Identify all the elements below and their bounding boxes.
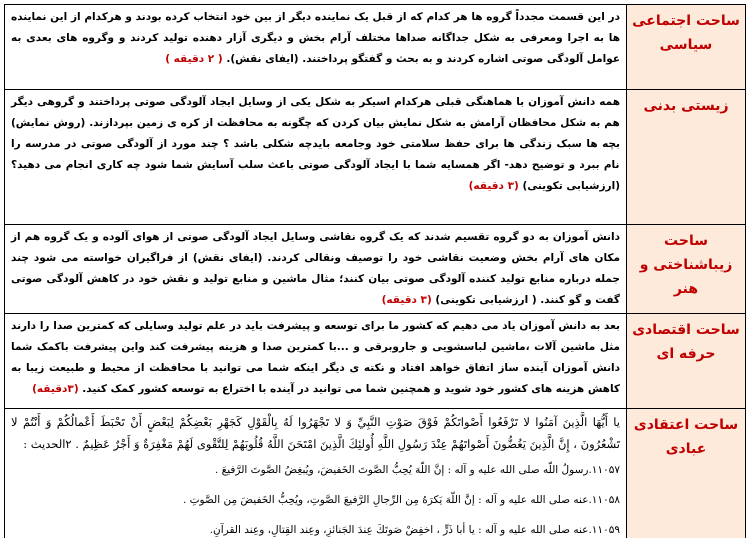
table-row — [5, 5, 746, 90]
row-heading: ساحت زیباشناختی و هنر — [639, 233, 733, 297]
row-heading-cell — [627, 225, 746, 314]
row-text: در این قسمت مجدداً گروه ها هر کدام که از قبل یک نماینده دیگر از بین خود انتخاب کرده بودند و هرکدام از این نماینده ها به اجرا ومعرفی به شکل جداگانه صداها مختلف آرام بخش و دیگری آزار دهنده تولید کردند و وگروه های بعدی به عوامل آلودگی صوتی اشاره کردند و به بحث و گفتگو پرداختند. — [11, 11, 620, 65]
table-row — [5, 314, 746, 409]
time-label: (۳ دقیقه) — [381, 294, 432, 306]
row-body-cell — [5, 409, 627, 538]
row-heading: ساحت اقتصادی حرفه ای — [632, 322, 740, 362]
activity-label: (روش نمایش) — [11, 117, 86, 129]
row-heading-cell — [627, 90, 746, 225]
hadith-item: ۱۱۰۵۸.عنه صلى الله عليه و آله : إنَّ اللّهَ يَكرَهُ مِن الرِّجالِ الرَّفيعَ الصَّوتِ، ويُحِبُّ الخَفيضَ مِن الصَّوتِ . — [182, 494, 620, 506]
row-heading: ساحت اجتماعی سیاسی — [632, 13, 740, 53]
row-heading-cell — [627, 5, 746, 90]
row-heading: ساحت اعتقادی عبادی — [633, 417, 739, 457]
time-label: (۳دقیقه) — [32, 383, 79, 395]
evaluation-label: ( ارزشیابی تکوینی) — [431, 294, 537, 306]
activity-label: (ایفای نقش). — [222, 53, 299, 65]
lesson-plan-table — [4, 4, 746, 538]
row-text: بعد به دانش آموزان یاد می دهیم که کشور ما برای توسعه و پیشرفت باید در علم تولید وسایلی که کمترین صدا را دارند مثل ماشین آلات ،ماشین لباسشویی و جاروبرقی و ...با کمترین صدا و هزینه پیشرفت کند واین پیشرفت باکمک شما دانش آموزان آینده ساز اتفاق خواهد افتاد و نکته ی دیگر اینکه شما می توانید با محافظت از محیط و طبیعت زیبا به کاهش هزینه های کشور خود شوید و همچنین شما می توانید در آینده با اختراع به توسعه کشور کمک کنید. — [11, 320, 620, 395]
hadith-item: ۱۱۰۵۹.عنه صلى الله عليه و آله : يا أبا ذَرٍّ ، اخفِضْ صَوتَكَ عِندَ الجَنائزِ، وعِند القِتالِ، وعِند القرآنِ. — [209, 524, 620, 536]
hadith-item: ۱۱۰۵۷.رسولُ اللّه صلى الله عليه و آله : إنَّ اللّهَ يُحِبُّ الصَّوتَ الخَفيضَ، ويُبغِضُ الصَّوتَ الرَّفيعَ . — [214, 464, 620, 476]
quran-verse: يا أَيُّهَا الَّذِينَ آمَنُوا لا تَرْفَعُوا أَصْواتَكُمْ فَوْقَ صَوْتِ النَّبِيِّ وَ لا تَجْهَرُوا لَهُ بِالْقَوْلِ كَجَهْرِ بَعْضِكُمْ لِبَعْضٍ أَنْ تَحْبَطَ أَعْمالُكُمْ وَ أَنْتُمْ لا تَشْعُرُونَ ، إِنَّ الَّذِينَ يَغُضُّونَ أَصْواتَهُمْ عِنْدَ رَسُولِ اللَّهِ أُولئِكَ الَّذِينَ امْتَحَنَ اللَّهُ قُلُوبَهُمْ لِلتَّقْوى لَهُمْ مَغْفِرَةٌ وَ أَجْرٌ عَظِيمٌ . ۲الحديث : — [11, 415, 620, 451]
row-text-2: بچه ها سبک زندگی ها برای حفظ سلامتی خود وجامعه بایدچه شکلی باشد ؟ چند مورد از آلودگی صوتی در مدرسه را نام ببرد و توضیح دهد- اگر همسایه شما با ایجاد آلودگی صوتی باعث سلب آسایش شما شود چه کاری انجام می دهید؟ — [11, 138, 620, 171]
row-body-cell — [5, 314, 627, 409]
row-text-2: از فراگیران خواسته می شود چند جمله درباره منابع تولید کننده آلودگی صوتی بیان کنند؛ مثال ماشین و منابع تولید و نقش خود در کاهش آلودگی صوتی گفت و گو کنند. — [11, 252, 620, 306]
table-row — [5, 225, 746, 314]
row-text: دانش آموزان به دو گروه تقسیم شدند که یک گروه نقاشی وسایل ایجاد آلودگی صوتی از هوای آلوده و یک گروه هم از مکان های آرام بخش وضعیت نقاشی خود را توصیف ونقالی کردند. — [11, 231, 620, 264]
row-body-cell — [5, 90, 627, 225]
time-label: ( ۲ دقیقه ) — [165, 53, 223, 65]
table-row — [5, 409, 746, 538]
row-text: همه دانش آموزان با هماهنگی قبلی هرکدام اسیکر به شکل یکی از وسایل ایجاد آلودگی صوتی پرداختند و گروهی دیگر هم به شکل محافظان آرامش به شکل نمایش بیان کردن که چگونه به محافظت از کره ی زمین بپردازند. — [11, 96, 620, 129]
row-body-cell — [5, 5, 627, 90]
table-row — [5, 90, 746, 225]
activity-label: (ایفای نقش) — [187, 252, 263, 264]
evaluation-label: (ارزشیابی تکوینی) — [518, 180, 620, 192]
row-heading-cell — [627, 409, 746, 538]
row-body-cell — [5, 225, 627, 314]
row-heading-cell — [627, 314, 746, 409]
time-label: (۳ دقیقه) — [468, 180, 519, 192]
row-heading: زیستی بدنی — [643, 98, 729, 114]
